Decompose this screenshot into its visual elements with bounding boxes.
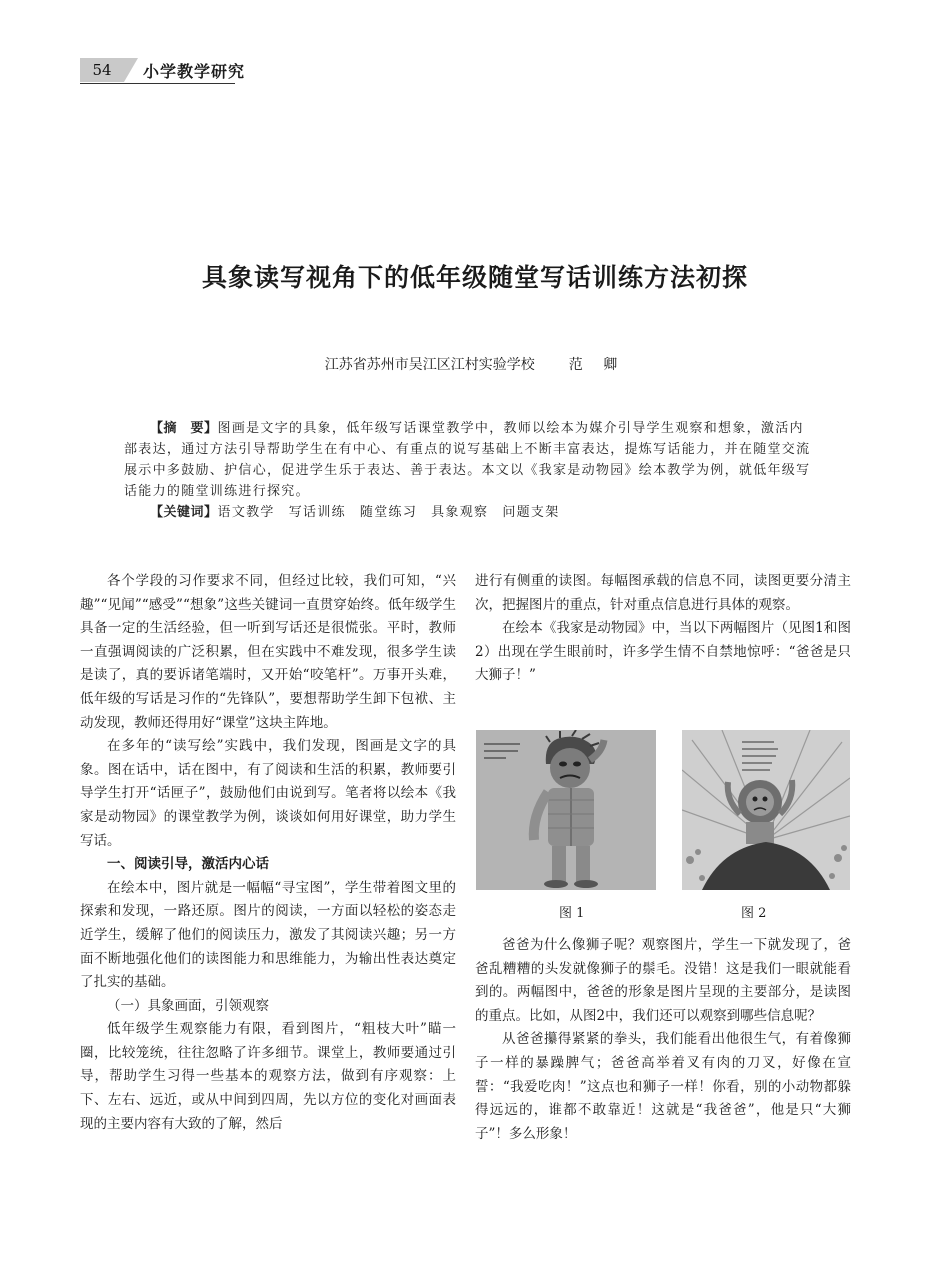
right-column-bottom	[475, 934, 851, 1146]
abstract-paragraph	[124, 418, 812, 502]
body-paragraph: 各个学段的习作要求不同，但经过比较，我们可知，“兴趣”“见闻”“感受”“想象”这些关键词一直贯穿始终。低年级学生具备一定的生活经验，但一听到写话还是很慌张。平时，教师一直强调阅读的广泛积累，但在实践中不难发现，很多学生读是读了，真的要诉诸笔端时，又开始“咬笔杆”。万事开头难，低年级的写话是习作的“先锋队”，要想帮助学生卸下包袱、主动发现，教师还得用好“课堂”这块主阵地。	[80, 573, 456, 731]
keyword: 写话训练	[288, 505, 346, 520]
header-wedge	[124, 58, 138, 82]
body-paragraph: 爸爸为什么像狮子呢？观察图片，学生一下就发现了，爸爸乱糟糟的头发就像狮子的鬃毛。没错！这是我们一眼就能看到的。两幅图中，爸爸的形象是图片呈现的主要部分，是读图的重点。比如，从图2中，我们还可以观察到哪些信息呢？	[475, 937, 851, 1024]
figure-1-illustration	[476, 730, 656, 890]
journal-name: 小学教学研究	[143, 62, 246, 81]
keyword: 随堂练习	[359, 505, 418, 520]
page-number: 54	[80, 58, 124, 82]
byline	[0, 354, 950, 374]
section-heading: 一、阅读引导，激活内心话	[107, 856, 269, 873]
keyword: 语文教学	[217, 505, 275, 520]
figure-2-caption: 图 2	[741, 906, 767, 921]
body-paragraph: 在绘本《我家是动物园》中，当以下两幅图片（见图1和图2）出现在学生眼前时，许多学生情不自禁地惊呼：“爸爸是只大狮子！”	[475, 620, 851, 684]
abstract-label: 【摘 要】	[150, 421, 218, 436]
figure-2-illustration	[682, 730, 850, 890]
running-header	[80, 58, 246, 84]
affiliation: 江苏省苏州市吴江区江村实验学校	[324, 357, 535, 373]
body-paragraph: 在多年的“读写绘”实践中，我们发现，图画是文字的具象。图在话中，话在图中，有了阅读和生活的积累，教师要引导学生打开“话匣子”，鼓励他们由说到写。笔者将以绘本《我家是动物园》的课堂教学为例，谈谈如何用好课堂，助力学生写话。	[80, 738, 456, 849]
abstract	[124, 418, 812, 523]
keywords-row	[124, 502, 812, 523]
body-paragraph: 低年级学生观察能力有限，看到图片，“粗枝大叶”瞄一圈，比较笼统，往往忽略了许多细节。课堂上，教师要通过引导，帮助学生习得一些基本的观察方法，做到有序观察：上下、左右、远近，或从中间到四周，先以方位的变化对画面表现的主要内容有大致的了解，然后	[80, 1021, 456, 1132]
figures	[475, 730, 851, 930]
body-paragraph: 在绘本中，图片就是一幅幅“寻宝图”，学生带着图文里的探索和发现，一路还原。图片的阅读，一方面以轻松的姿态走近学生，缓解了他们的阅读压力，激发了其阅读兴趣；另一方面不断地强化他们的读图能力和思维能力，为输出性表达奠定了扎实的基础。	[80, 879, 456, 991]
author: 范 卿	[568, 357, 626, 373]
body-paragraph: 进行有侧重的读图。每幅图承载的信息不同，读图更要分清主次，把握图片的重点，针对重点信息进行具体的观察。	[475, 573, 851, 613]
subsection-heading: （一）具象画面，引领观察	[107, 997, 269, 1014]
keyword: 具象观察	[431, 505, 489, 520]
header-rule	[80, 83, 235, 84]
body-paragraph: 从爸爸攥得紧紧的拳头，我们能看出他很生气，有着像狮子一样的暴躁脾气；爸爸高举着叉有肉的刀叉，好像在宣誓：“我爱吃肉！”这点也和狮子一样！你看，别的小动物都躲得远远的，谁都不敢靠近！这就是“我爸爸”，他是只“大狮子”！多么形象！	[475, 1031, 851, 1142]
figure-1-caption: 图 1	[559, 906, 585, 921]
article-title: 具象读写视角下的低年级随堂写话训练方法初探	[201, 263, 748, 292]
left-column	[80, 570, 456, 1136]
keyword: 问题支架	[502, 505, 560, 520]
right-column-top	[475, 570, 851, 688]
keywords-label: 【关键词】	[150, 505, 218, 520]
abstract-text: 图画是文字的具象，低年级写话课堂教学中，教师以绘本为媒介引导学生观察和想象，激活内部表达，通过方法引导帮助学生在有中心、有重点的说写基础上不断丰富表达，提炼写话能力，并在随堂交流展示中多鼓励、护信心，促进学生乐于表达、善于表达。本文以《我家是动物园》绘本教学为例，就低年级写话能力的随堂训练进行探究。	[124, 421, 811, 499]
